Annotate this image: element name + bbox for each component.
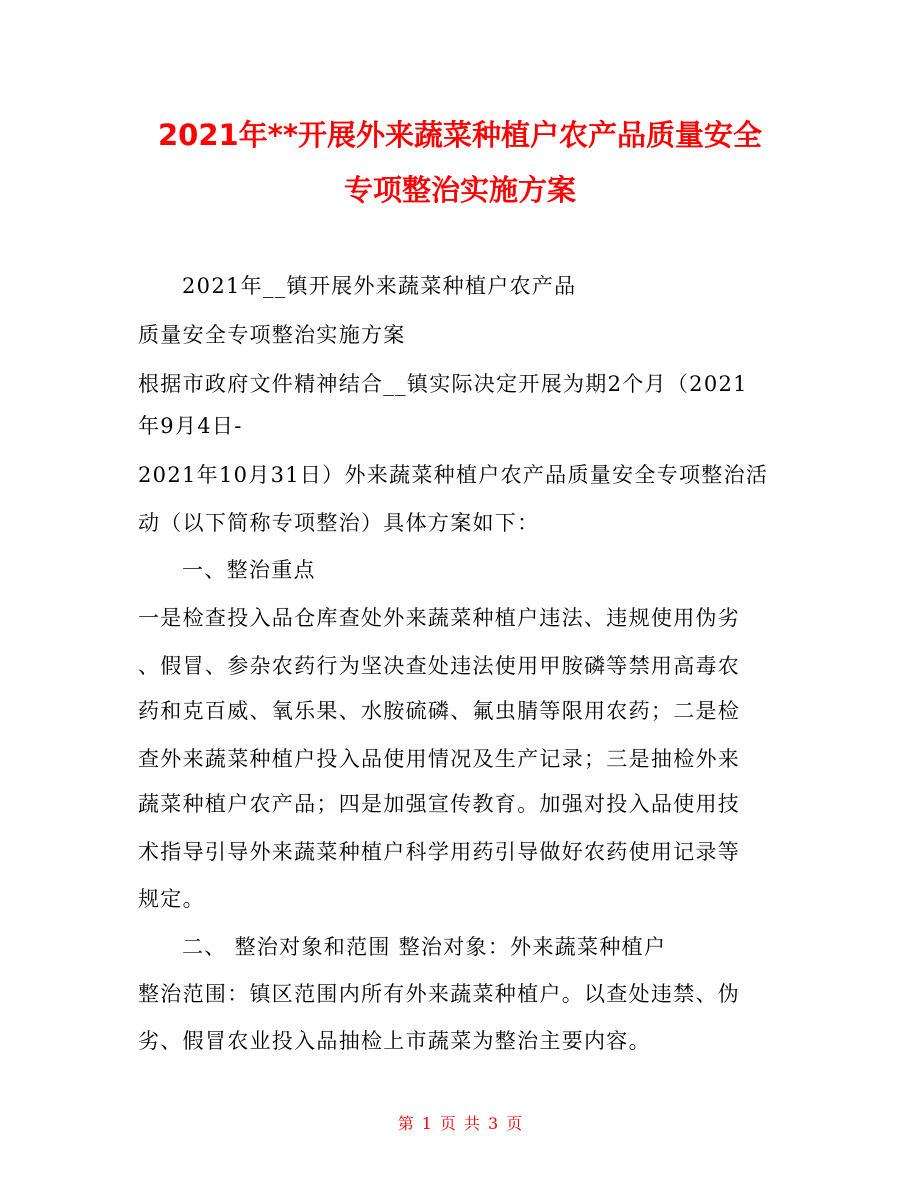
body-line: 查外来蔬菜种植户投入品使用情况及生产记录；三是抽检外来 bbox=[138, 747, 741, 771]
body-line: 整治范围：镇区范围内所有外来蔬菜种植户。以查处违禁、伪 bbox=[138, 982, 741, 1006]
body-line: 2021年__镇开展外来蔬菜种植户农产品 bbox=[182, 274, 577, 298]
footer-prefix: 第 bbox=[397, 1114, 414, 1133]
document-title-line-2: 专项整治实施方案 bbox=[343, 173, 576, 207]
body-line: 、假冒、参杂农药行为坚决查处违法使用甲胺磷等禁用高毒农 bbox=[138, 654, 741, 678]
body-line: 一是检查投入品仓库查处外来蔬菜种植户违法、违规使用伪劣 bbox=[138, 606, 741, 630]
footer-current-page: 1 bbox=[421, 1114, 432, 1133]
body-line: 年9月4日- bbox=[138, 414, 243, 438]
body-line: 规定。 bbox=[138, 887, 205, 911]
footer-suffix: 页 bbox=[506, 1114, 523, 1133]
body-line: 动（以下简称专项整治）具体方案如下： bbox=[138, 511, 540, 535]
section-heading-2: 二、 整治对象和范围 整治对象：外来蔬菜种植户 bbox=[182, 935, 667, 959]
body-line: 2021年10月31日）外来蔬菜种植户农产品质量安全专项整治活 bbox=[138, 463, 769, 487]
body-line: 药和克百威、氧乐果、水胺硫磷、氟虫腈等限用农药；二是检 bbox=[138, 699, 741, 723]
footer-total-pages: 3 bbox=[488, 1114, 499, 1133]
section-heading-1: 一、整治重点 bbox=[182, 558, 316, 582]
body-line: 术指导引导外来蔬菜种植户科学用药引导做好农药使用记录等 bbox=[138, 840, 741, 864]
page-footer bbox=[0, 1112, 920, 1136]
body-line: 质量安全专项整治实施方案 bbox=[138, 323, 406, 347]
footer-total-prefix: 共 bbox=[464, 1114, 481, 1133]
body-line: 根据市政府文件精神结合__镇实际决定开展为期2个月（2021 bbox=[138, 372, 748, 396]
body-line: 劣、假冒农业投入品抽检上市蔬菜为整治主要内容。 bbox=[138, 1029, 651, 1053]
body-line: 蔬菜种植户农产品；四是加强宣传教育。加强对投入品使用技 bbox=[138, 792, 741, 816]
footer-page-word: 页 bbox=[439, 1114, 456, 1133]
document-title-line-1: 2021年**开展外来蔬菜种植户农产品质量安全 bbox=[157, 118, 763, 152]
